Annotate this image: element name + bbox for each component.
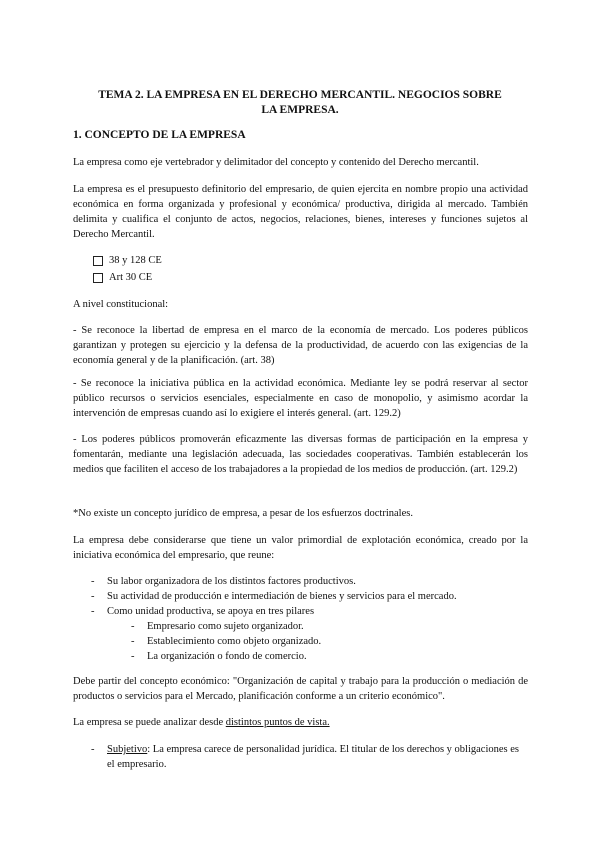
viewpoint-list [87,742,528,772]
paragraph-3: A nivel constitucional: [73,299,169,310]
paragraph-10 [73,715,528,730]
checkbox-icon[interactable] [93,273,103,283]
sub-list-item: - La organización o fondo de comercio. [127,649,528,664]
checkbox-label: Art 30 CE [109,272,153,283]
paragraph-6: - Los poderes públicos promoverán eficazmente las diversas formas de participación en la empresa y fomentarán, mediante una legislación adecuada, las sociedades cooperativas. También establecerán los medios que faciliten el acceso de los trabajadores a la propiedad de los medios de producción. (art. 129.2) [73,434,528,475]
checkbox-item-2[interactable] [93,270,152,285]
paragraph-8: La empresa debe considerarse que tiene un valor primordial de explotación económica, creado por la iniciativa económica del empresario, que reune: [73,535,528,561]
paragraph-9: Debe partir del concepto económico: "Organización de capital y trabajo para la producción o mediación de productos o servicios para el Mercado, planificación conforme a un criterio económico". [73,676,528,702]
paragraph-1: La empresa como eje vertebrador y delimitador del concepto y contenido del Derecho mercantil. [73,157,479,168]
paragraph-10-text: La empresa se puede analizar desde [73,717,226,728]
section-heading: 1. CONCEPTO DE LA EMPRESA [73,129,246,141]
viewpoints-underlined: distintos puntos de vista. [225,717,330,728]
sub-list [107,619,528,664]
sub-list-item: - Establecimiento como objeto organizado. [127,634,528,649]
document-title: TEMA 2. LA EMPRESA EN EL DERECHO MERCANTIL. NEGOCIOS SOBRE LA EMPRESA. [98,89,502,116]
paragraph-7: *No existe un concepto jurídico de empresa, a pesar de los esfuerzos doctrinales. [73,508,413,519]
list-item-text: Como unidad productiva, se apoya en tres pilares [107,606,315,617]
paragraph-5: - Se reconoce la iniciativa pública en la actividad económica. Mediante ley se podrá reservar al sector público recursos o servicios esenciales, especialmente en caso de monopolio, y asimismo acordar la intervención de empresas cuando así lo exigiere el interés general. (art. 129.2) [73,378,528,419]
paragraph-4: - Se reconoce la libertad de empresa en el marco de la economía de mercado. Los poderes públicos garantizan y protegen su ejercicio y la defensa de la productividad, de acuerdo con las exigencias de la economía general y de la planificación. (art. 38) [73,325,528,366]
subjective-term: Subjetivo [107,744,148,755]
paragraph-2: La empresa es el presupuesto definitorio del empresario, de quien ejercita en nombre propio una actividad económica en forma organizada y profesional y económica/ productiva, dirigida al mercado. También delimita y cualifica el conjunto de actos, negocios, relaciones, bienes, intereses y funciones sujetos al Derecho Mercantil. [73,184,528,240]
checkbox-item-1[interactable] [93,253,162,268]
list-item [87,742,528,772]
checkbox-icon[interactable] [93,256,103,266]
bullet-list [87,574,528,664]
list-item: - Su actividad de producción e intermediación de bienes y servicios para el mercado. [87,589,528,604]
list-item [87,604,528,664]
sub-list-item: - Empresario como sujeto organizador. [127,619,528,634]
checkbox-label: 38 y 128 CE [109,255,162,266]
subjective-text: : La empresa carece de personalidad jurídica. El titular de los derechos y obligaciones es el empresario. [107,744,519,770]
list-item: - Su labor organizadora de los distintos factores productivos. [87,574,528,589]
